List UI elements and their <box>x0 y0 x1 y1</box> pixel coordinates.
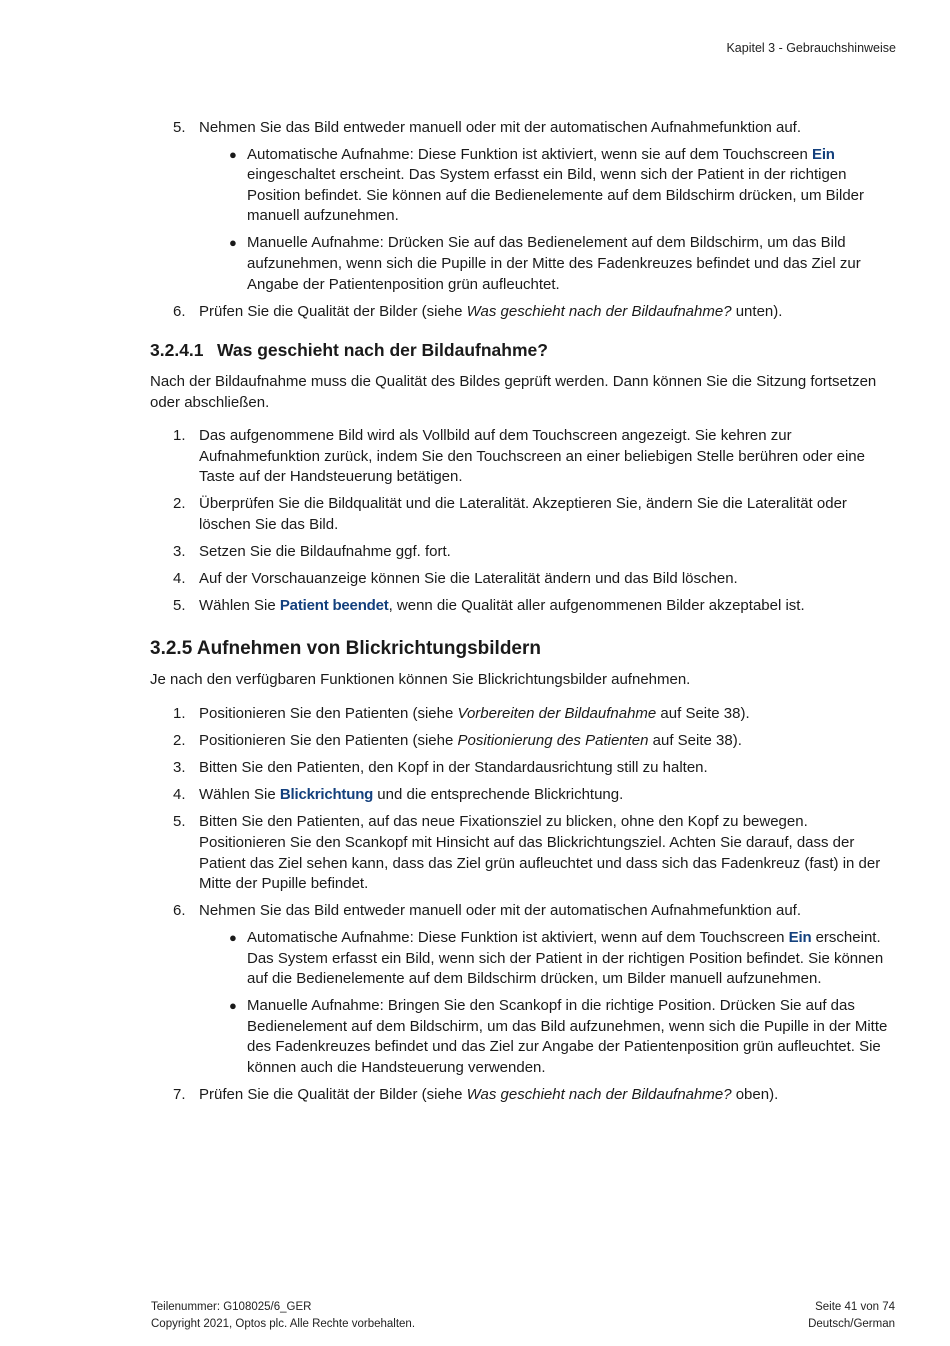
ui-label-ein: Ein <box>812 145 835 163</box>
bullet-item: ● Automatische Aufnahme: Diese Funktion ist aktiviert, wenn sie auf dem Touchscreen Ein eingeschaltet erscheint. Das System erfasst ein Bild, wenn sich der Patient in der richtigen Position befindet. Sie können auf die Bedienelemente auf dem Bildschirm drücken, um Bilder manuell aufzunehmen. <box>229 145 865 225</box>
list-number: 6. <box>173 902 186 920</box>
list-item <box>150 569 898 590</box>
bullet-item: ● Manuelle Aufnahme: Drücken Sie auf das Bedienelement auf dem Bildschirm, um das Bild aufzunehmen, wenn sich die Pupille in der Mitte des Fadenkreuzes befindet und das Ziel zur Angabe der Patientenposition grün aufleuchtet. <box>229 234 861 293</box>
list-item <box>150 426 898 488</box>
list-item: 2. Positionieren Sie den Patienten (siehe Positionierung des Patienten auf Seite 38). <box>150 731 898 752</box>
ui-label-patient-beendet: Patient beendet <box>279 597 389 615</box>
bullet-item: ● Automatische Aufnahme: Diese Funktion ist aktiviert, wenn auf dem Touchscreen Ein erscheint. Das System erfasst ein Bild, wenn sich der Patient in der richtigen Position befindet. Sie können auf die Bedienelemente auf dem Bildschirm drücken, um Bilder manuell aufzunehmen. <box>229 928 884 988</box>
list-number: 4. <box>173 570 186 588</box>
list-item-text: Das aufgenommene Bild wird als Vollbild auf dem Touchscreen angezeigt. Sie kehren zur Aufnahmefunktion zurück, indem Sie den Touchscreen an einer beliebigen Stelle berühren oder eine Taste auf der Handsteuerung betätigen. <box>199 427 865 486</box>
ui-label-blickrichtung: Blickrichtung <box>279 786 374 804</box>
list-item-text: Bitten Sie den Patienten, den Kopf in der Standardausrichtung still zu halten. <box>199 759 708 777</box>
list-number: 1. <box>173 705 186 723</box>
section-number: 3.2.4.1 <box>150 340 204 361</box>
section-heading-325 <box>150 639 898 660</box>
steps-list-325 <box>150 704 898 1106</box>
cross-reference[interactable]: Vorbereiten der Bildaufnahme <box>457 705 657 723</box>
section-title: Was geschieht nach der Bildaufnahme? <box>217 340 548 361</box>
running-header: Kapitel 3 - Gebrauchshinweise <box>726 41 896 55</box>
steps-list-3241 <box>150 426 898 617</box>
bullet-icon: ● <box>229 146 237 162</box>
list-number: 4. <box>173 786 186 804</box>
list-item-text: Überprüfen Sie die Bildqualität und die Lateralität. Akzeptieren Sie, ändern Sie die Lateralität oder löschen Sie das Bild. <box>199 495 847 533</box>
list-item: 6. Prüfen Sie die Qualität der Bilder (siehe Was geschieht nach der Bildaufnahme? unten). <box>150 302 898 323</box>
list-item-text: Nehmen Sie das Bild entweder manuell oder mit der automatischen Aufnahmefunktion auf. <box>199 119 802 136</box>
section-number: 3.2.5 <box>150 637 193 659</box>
cross-reference[interactable]: Was geschieht nach der Bildaufnahme? <box>466 302 732 320</box>
language: Deutsch/German <box>808 1318 895 1330</box>
footer-left <box>151 1299 415 1333</box>
section-intro: Je nach den verfügbaren Funktionen können Sie Blickrichtungsbilder aufnehmen. <box>150 671 691 689</box>
list-number: 6. <box>173 302 186 320</box>
list-number: 2. <box>173 495 186 513</box>
bullet-item: ● Manuelle Aufnahme: Bringen Sie den Scankopf in die richtige Position. Drücken Sie auf das Bedienelement auf dem Bildschirm, um das Bild aufzunehmen, wenn sich die Pupille in der Mitte des Fadenkreuzes befindet und das Ziel zur Angabe der Patientenposition grün aufleuchtet. Sie können auch die Handsteuerung verwenden. <box>229 997 888 1076</box>
list-number: 3. <box>173 759 186 777</box>
list-number: 5. <box>173 597 186 615</box>
list-number: 5. <box>173 119 186 136</box>
bullet-icon: ● <box>229 929 237 945</box>
list-item: 7. Prüfen Sie die Qualität der Bilder (siehe Was geschieht nach der Bildaufnahme? oben). <box>150 1085 898 1106</box>
cross-reference[interactable]: Positionierung des Patienten <box>457 732 649 750</box>
list-number: 7. <box>173 1086 186 1104</box>
list-item: 4. Wählen Sie Blickrichtung und die entsprechende Blickrichtung. <box>150 785 898 806</box>
list-item-text: Auf der Vorschauanzeige können Sie die Lateralität ändern und das Bild löschen. <box>199 570 738 588</box>
section-intro: Nach der Bildaufnahme muss die Qualität des Bildes geprüft werden. Dann können Sie die Sitzung fortsetzen oder abschließen. <box>150 372 877 411</box>
list-item: 1. Positionieren Sie den Patienten (siehe Vorbereiten der Bildaufnahme auf Seite 38). <box>150 704 898 725</box>
list-item-text: Nehmen Sie das Bild entweder manuell oder mit der automatischen Aufnahmefunktion auf. <box>199 902 802 920</box>
bullet-icon: ● <box>229 998 237 1014</box>
section-title: Aufnehmen von Blickrichtungsbildern <box>196 637 541 659</box>
list-number: 3. <box>173 543 186 561</box>
section-heading-3241 <box>150 340 898 361</box>
copyright: Copyright 2021, Optos plc. Alle Rechte vorbehalten. <box>151 1318 416 1330</box>
document-body <box>150 118 898 1112</box>
footer-right <box>808 1299 895 1333</box>
list-number: 2. <box>173 732 186 750</box>
bullet-list <box>199 145 898 296</box>
list-number: 5. <box>173 813 186 831</box>
page-number: Seite 41 von 74 <box>815 1301 895 1313</box>
ui-label-ein: Ein <box>788 928 812 946</box>
list-item: 5. Wählen Sie Patient beendet, wenn die Qualität aller aufgenommenen Bilder akzeptabel ist. <box>150 596 898 617</box>
list-item <box>150 494 898 535</box>
list-item <box>150 812 898 894</box>
steps-list-continued <box>150 118 898 322</box>
cross-reference[interactable]: Was geschieht nach der Bildaufnahme? <box>466 1086 732 1104</box>
list-number: 1. <box>173 427 186 445</box>
list-item <box>150 118 898 295</box>
bullet-icon: ● <box>229 235 237 251</box>
list-item <box>150 542 898 563</box>
bullet-list <box>199 928 898 1079</box>
list-item-text: Setzen Sie die Bildaufnahme ggf. fort. <box>199 543 451 561</box>
list-item-text: Bitten Sie den Patienten, auf das neue Fixationsziel zu blicken, ohne den Kopf zu bewegen. Positionieren Sie den Scankopf mit Hinsicht auf das Blickrichtungsziel. Achten Sie darauf, dass der Patient das Ziel sehen kann, dass das Ziel grün aufleuchtet und dass sich das Fadenkreuz (fast) in der Mitte der Pupille befindet. <box>199 813 881 893</box>
part-number: Teilenummer: G108025/6_GER <box>151 1301 312 1313</box>
list-item <box>150 758 898 779</box>
list-item <box>150 901 898 1078</box>
